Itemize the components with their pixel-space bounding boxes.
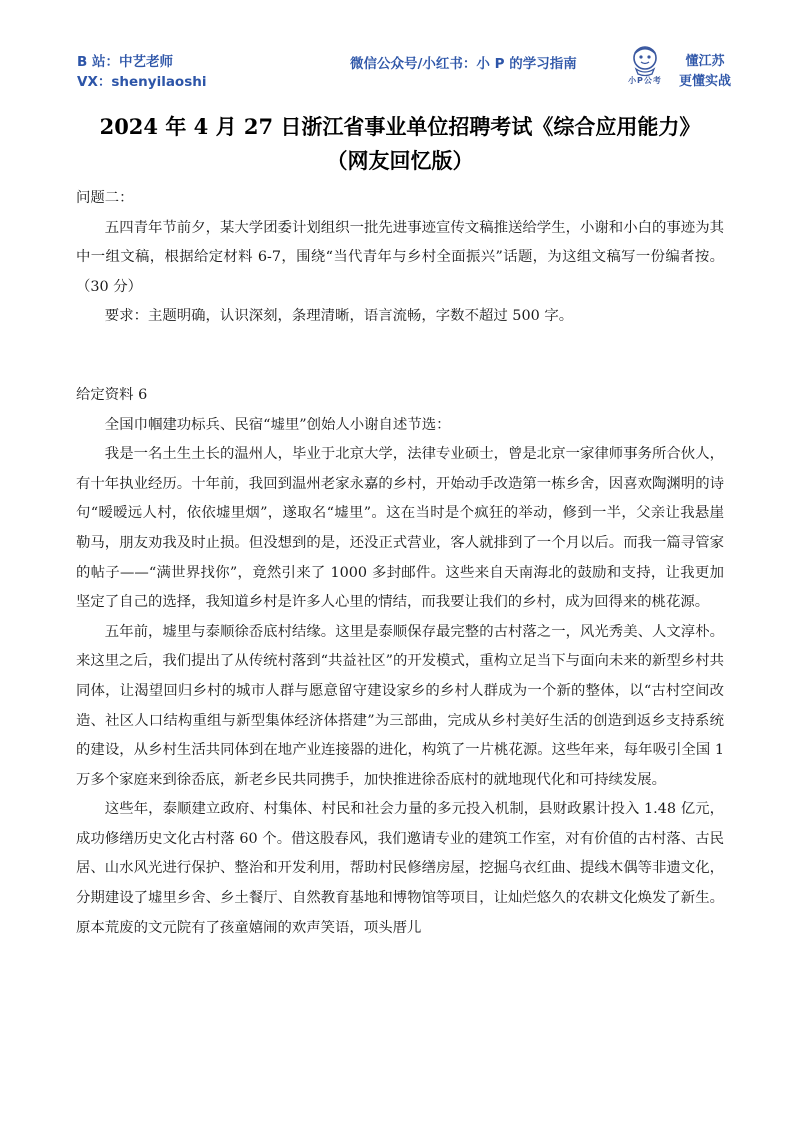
requirement-text: 要求：主题明确，认识深刻，条理清晰，语言流畅，字数不超过 500 字。	[104, 308, 574, 325]
title-line-2: （网友回忆版）	[326, 148, 474, 173]
question-label: 问题二：	[76, 190, 134, 206]
material-paragraph: 五年前，墟里与泰顺徐岙底村结缘。这里是泰顺保存最完整的古村落之一，风光秀美、人文淳朴。来这里之后，我们提出了从传统村落到“共益社区”的开发模式，重构立足当下与面向未来的新型乡村共同体，让渴望回归乡村的城市人群与愿意留守建设家乡的乡村人群成为一个新的整体，以“古村空间改造、社区人口结构重组与新型集体经济体搭建”为三部曲，完成从乡村美好生活的创造到返乡支持系统的建设，从乡村生活共同体到在地产业连接器的进化，构筑了一片桃花源。这些年来，每年吸引全国 1 万多个家庭来到徐岙底，新老乡民共同携手，加快推进徐岙底村的就地现代化和可持续发展。	[76, 623, 724, 788]
author-contact	[77, 52, 206, 92]
material-intro: 全国巾帼建功标兵、民宿“墟里”创始人小谢自述节选：	[104, 416, 451, 433]
slogan-line-2: 更懂实战	[679, 74, 732, 89]
document-body	[76, 184, 724, 943]
section-spacer	[76, 332, 724, 381]
material-label: 给定资料 6	[76, 386, 148, 403]
material-paragraph: 我是一名土生土长的温州人，毕业于北京大学，法律专业硕士，曾是北京一家律师事务所合伙人，有十年执业经历。十年前，我回到温州老家永嘉的乡村，开始动手改造第一栋乡舍，因喜欢陶渊明的诗句“暧暧远人村，依依墟里烟”，遂取名“墟里”。这在当时是个疯狂的举动，修到一半，父亲让我悬崖勒马，朋友劝我及时止损。但没想到的是，还没正式营业，客人就排到了一个月以后。而我一篇寻管家的帖子——“满世界找你”，竟然引来了 1000 多封邮件。这些来自天南海北的鼓励和支持，让我更加坚定了自己的选择，我知道乡村是许多人心里的情结，而我要让我们的乡村，成为回得来的桃花源。	[76, 446, 724, 611]
page-header	[0, 42, 800, 102]
slogan	[679, 52, 731, 92]
material-paragraph: 这些年，泰顺建立政府、村集体、村民和社会力量的多元投入机制，县财政累计投入 1.48 亿元，成功修缮历史文化古村落 60 个。借这股春风，我们邀请专业的建筑工作室，对有价值的古村落、古民居、山水风光进行保护、整治和开发利用，帮助村民修缮房屋，挖掘乌衣红曲、提线木偶等非遗文化，分期建设了墟里乡舍、乡土餐厅、自然教育基地和博物馆等项目，让灿烂悠久的农耕文化焕发了新生。原本荒废的文元院有了孩童嬉闹的欢声笑语，项头厝儿	[76, 801, 724, 936]
wechat-id: VX：shenyilaoshi	[77, 74, 207, 90]
bilibili-account: B 站：中艺老师	[77, 54, 173, 70]
question-text: 五四青年节前夕，某大学团委计划组织一批先进事迹宣传文稿推送给学生，小谢和小白的事迹为其中一组文稿，根据给定材料 6-7，围绕“当代青年与乡村全面振兴”话题，为这组文稿写一份编者按。（30 分）	[76, 219, 724, 295]
slogan-line-1: 懂江苏	[685, 54, 725, 69]
logo-text: 小P公考	[628, 76, 662, 85]
public-account-label: 微信公众号/小红书：小 P 的学习指南	[350, 56, 577, 72]
title-line-1: 2024 年 4 月 27 日浙江省事业单位招聘考试《综合应用能力》	[99, 114, 701, 139]
document-title	[0, 110, 800, 178]
